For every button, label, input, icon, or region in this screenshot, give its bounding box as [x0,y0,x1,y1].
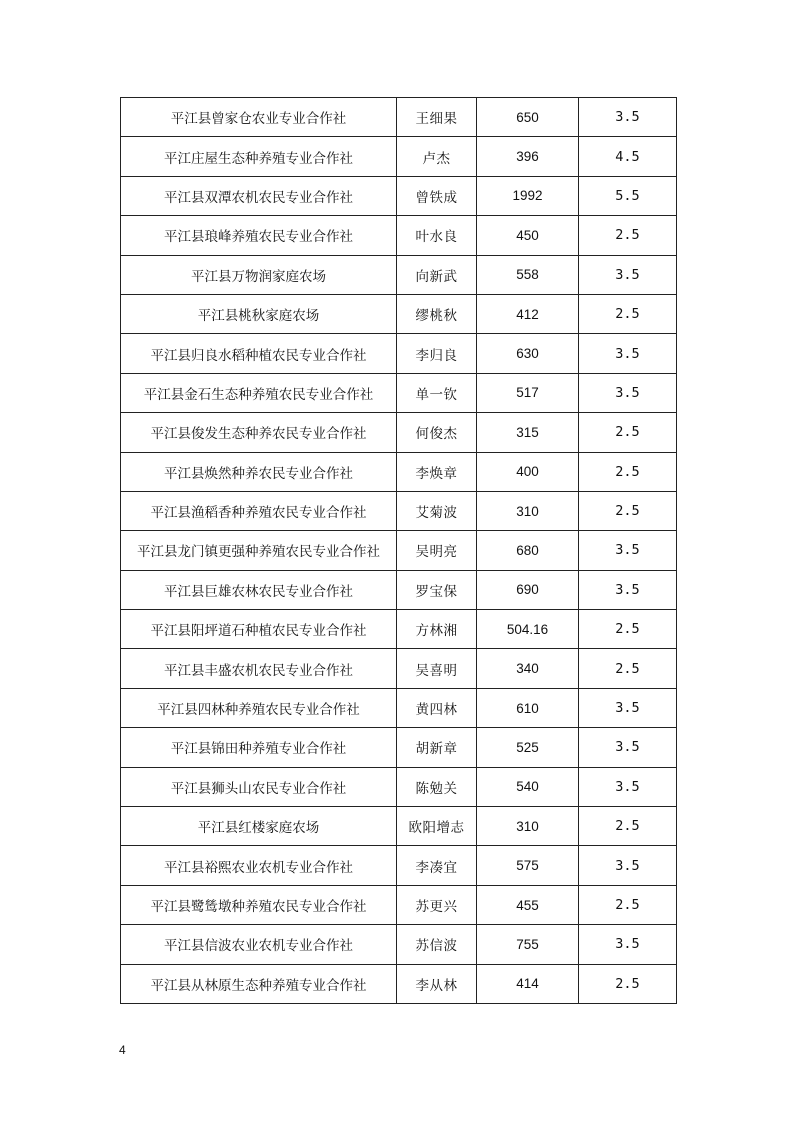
table-row [121,885,677,924]
cooperative-name-cell: 平江县四林种养殖农民专业合作社 [121,688,397,727]
representative-cell: 苏更兴 [397,885,477,924]
rate-cell: 3.5 [579,334,677,373]
table-row [121,98,677,137]
rate-cell: 2.5 [579,649,677,688]
cooperative-name-cell: 平江县桃秋家庭农场 [121,294,397,333]
representative-cell: 李归良 [397,334,477,373]
cooperative-name-cell: 平江县红楼家庭农场 [121,807,397,846]
representative-cell: 陈勉关 [397,767,477,806]
cooperative-name-cell: 平江县从林原生态种养殖专业合作社 [121,964,397,1003]
table-row [121,294,677,333]
amount-cell: 680 [477,531,579,570]
amount-cell: 630 [477,334,579,373]
amount-cell: 396 [477,137,579,176]
representative-cell: 何俊杰 [397,413,477,452]
rate-cell: 3.5 [579,255,677,294]
cooperative-name-cell: 平江县丰盛农机农民专业合作社 [121,649,397,688]
rate-cell: 3.5 [579,570,677,609]
cooperative-name-cell: 平江县万物润家庭农场 [121,255,397,294]
table-row [121,610,677,649]
amount-cell: 310 [477,807,579,846]
rate-cell: 2.5 [579,413,677,452]
representative-cell: 黄四林 [397,688,477,727]
table-row [121,807,677,846]
rate-cell: 2.5 [579,610,677,649]
representative-cell: 吴喜明 [397,649,477,688]
rate-cell: 2.5 [579,216,677,255]
amount-cell: 412 [477,294,579,333]
representative-cell: 王细果 [397,98,477,137]
cooperative-name-cell: 平江县锦田种养殖专业合作社 [121,728,397,767]
amount-cell: 400 [477,452,579,491]
cooperative-name-cell: 平江县龙门镇更强种养殖农民专业合作社 [121,531,397,570]
amount-cell: 540 [477,767,579,806]
representative-cell: 罗宝保 [397,570,477,609]
amount-cell: 414 [477,964,579,1003]
rate-cell: 3.5 [579,728,677,767]
representative-cell: 李焕章 [397,452,477,491]
amount-cell: 450 [477,216,579,255]
representative-cell: 欧阳增志 [397,807,477,846]
table-row [121,531,677,570]
representative-cell: 吴明亮 [397,531,477,570]
representative-cell: 向新武 [397,255,477,294]
rate-cell: 3.5 [579,98,677,137]
rate-cell: 2.5 [579,452,677,491]
amount-cell: 455 [477,885,579,924]
table-row [121,255,677,294]
amount-cell: 575 [477,846,579,885]
representative-cell: 缪桃秋 [397,294,477,333]
cooperative-name-cell: 平江庄屋生态种养殖专业合作社 [121,137,397,176]
rate-cell: 2.5 [579,807,677,846]
table-row [121,688,677,727]
representative-cell: 苏信波 [397,925,477,964]
amount-cell: 315 [477,413,579,452]
table-row [121,964,677,1003]
cooperative-name-cell: 平江县归良水稻种植农民专业合作社 [121,334,397,373]
representative-cell: 单一钦 [397,373,477,412]
cooperative-name-cell: 平江县狮头山农民专业合作社 [121,767,397,806]
representative-cell: 方林湘 [397,610,477,649]
table-body [121,98,677,1004]
cooperative-name-cell: 平江县信波农业农机专业合作社 [121,925,397,964]
cooperative-name-cell: 平江县双潭农机农民专业合作社 [121,176,397,215]
table-row [121,137,677,176]
rate-cell: 3.5 [579,925,677,964]
representative-cell: 艾菊波 [397,491,477,530]
amount-cell: 690 [477,570,579,609]
table-row [121,649,677,688]
cooperative-name-cell: 平江县裕熙农业农机专业合作社 [121,846,397,885]
amount-cell: 650 [477,98,579,137]
cooperative-name-cell: 平江县阳坪道石种植农民专业合作社 [121,610,397,649]
table-row [121,452,677,491]
cooperative-name-cell: 平江县渔稻香种养殖农民专业合作社 [121,491,397,530]
representative-cell: 李从林 [397,964,477,1003]
rate-cell: 3.5 [579,373,677,412]
amount-cell: 525 [477,728,579,767]
table-row [121,216,677,255]
amount-cell: 610 [477,688,579,727]
amount-cell: 310 [477,491,579,530]
cooperative-table [120,97,677,1004]
rate-cell: 2.5 [579,964,677,1003]
rate-cell: 2.5 [579,885,677,924]
representative-cell: 李凑宜 [397,846,477,885]
rate-cell: 2.5 [579,294,677,333]
cooperative-name-cell: 平江县俊发生态种养农民专业合作社 [121,413,397,452]
table-row [121,491,677,530]
rate-cell: 3.5 [579,688,677,727]
rate-cell: 3.5 [579,767,677,806]
amount-cell: 558 [477,255,579,294]
table-row [121,728,677,767]
rate-cell: 5.5 [579,176,677,215]
rate-cell: 3.5 [579,846,677,885]
representative-cell: 曾铁成 [397,176,477,215]
representative-cell: 卢杰 [397,137,477,176]
table-row [121,373,677,412]
page-number: 4 [119,1043,126,1057]
table-row [121,846,677,885]
amount-cell: 755 [477,925,579,964]
table-row [121,176,677,215]
rate-cell: 3.5 [579,531,677,570]
representative-cell: 叶水良 [397,216,477,255]
cooperative-name-cell: 平江县琅峰养殖农民专业合作社 [121,216,397,255]
table-row [121,413,677,452]
cooperative-name-cell: 平江县巨雄农林农民专业合作社 [121,570,397,609]
amount-cell: 1992 [477,176,579,215]
amount-cell: 504.16 [477,610,579,649]
cooperative-name-cell: 平江县焕然种养农民专业合作社 [121,452,397,491]
amount-cell: 340 [477,649,579,688]
table-row [121,925,677,964]
cooperative-name-cell: 平江县鹭鸶墩种养殖农民专业合作社 [121,885,397,924]
table-row [121,767,677,806]
cooperative-name-cell: 平江县曾家仓农业专业合作社 [121,98,397,137]
cooperative-name-cell: 平江县金石生态种养殖农民专业合作社 [121,373,397,412]
table-row [121,570,677,609]
rate-cell: 4.5 [579,137,677,176]
representative-cell: 胡新章 [397,728,477,767]
rate-cell: 2.5 [579,491,677,530]
table-row [121,334,677,373]
amount-cell: 517 [477,373,579,412]
